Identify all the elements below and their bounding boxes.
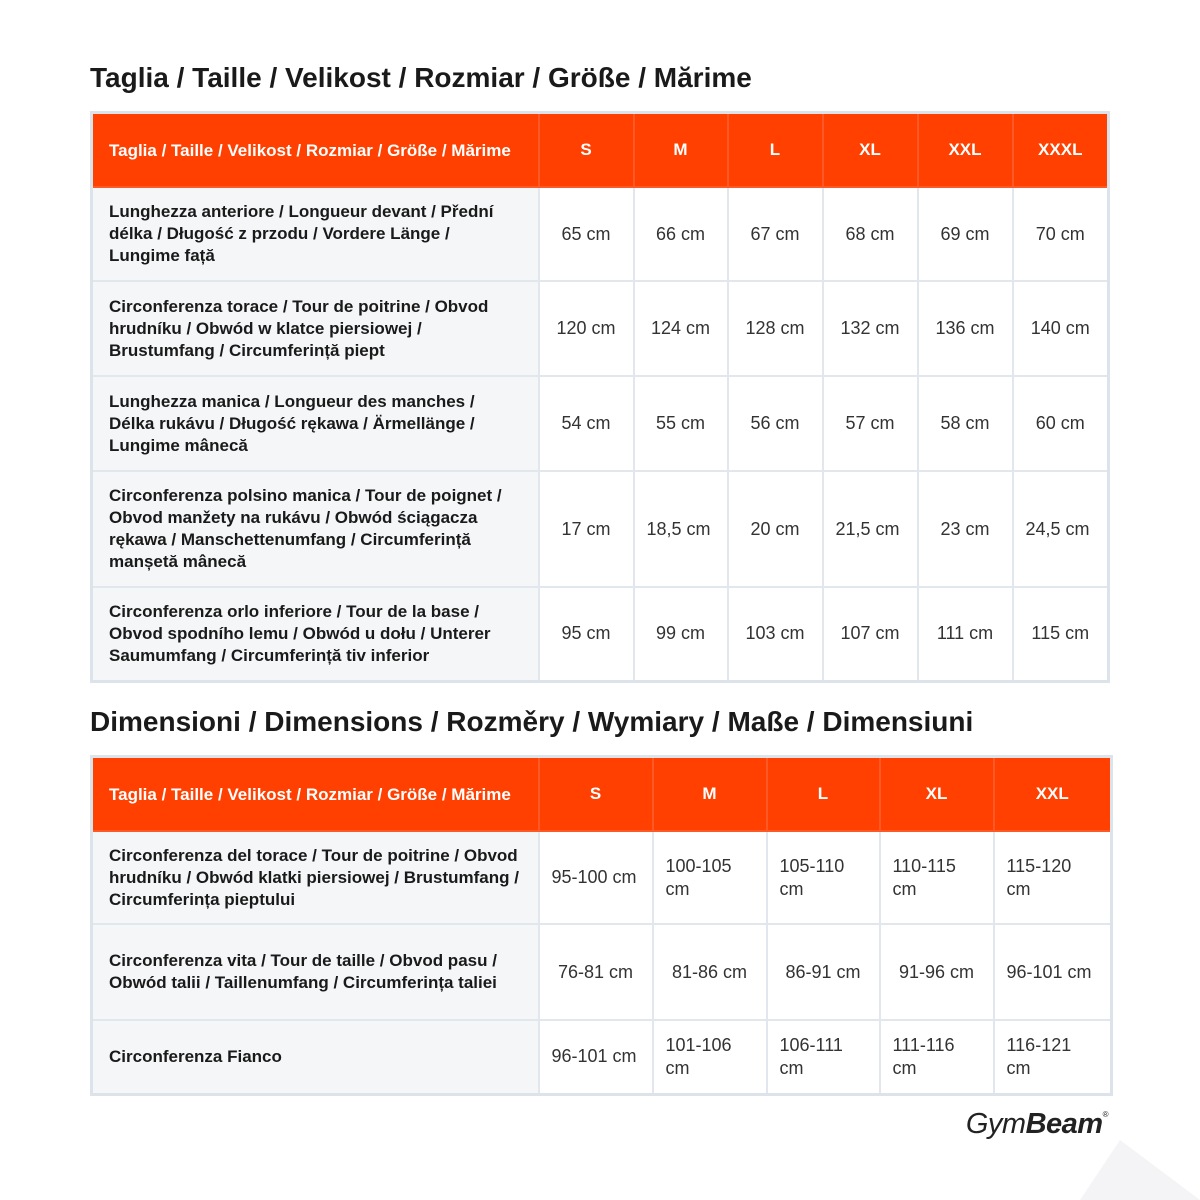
header-size-label: Taglia / Taille / Velikost / Rozmiar / Größe / Mărime <box>92 113 539 188</box>
table-cell: 66 cm <box>634 187 728 281</box>
table-cell: 54 cm <box>539 376 634 471</box>
table-cell: 115-120 cm <box>994 831 1112 924</box>
table-cell: 111-116 cm <box>880 1020 994 1094</box>
table-cell: 24,5 cm <box>1013 471 1109 587</box>
table-cell: 20 cm <box>728 471 823 587</box>
table-cell: 69 cm <box>918 187 1013 281</box>
table-cell: 95-100 cm <box>539 831 653 924</box>
table-cell: 91-96 cm <box>880 924 994 1020</box>
table-cell: 136 cm <box>918 281 1013 376</box>
table-cell: 76-81 cm <box>539 924 653 1020</box>
table-row <box>92 281 1109 376</box>
row-label-cuff-circumference: Circonferenza polsino manica / Tour de poignet / Obvod manžety na rukávu / Obwód ściągacza rękawa / Manschettenumfang / Circumferință manșetă mânecă <box>92 471 539 587</box>
row-label-hem-circumference: Circonferenza orlo inferiore / Tour de la base / Obvod spodního lemu / Obwód u dołu / Unterer Saumumfang / Circumferință tiv inferior <box>92 587 539 681</box>
table-cell: 99 cm <box>634 587 728 681</box>
header-size-s: S <box>539 113 634 188</box>
row-label-front-length: Lunghezza anteriore / Longueur devant / Přední délka / Długość z przodu / Vordere Länge / Lungime față <box>92 187 539 281</box>
dimensions-table <box>90 755 1113 1096</box>
table-row <box>92 187 1109 281</box>
table-cell: 21,5 cm <box>823 471 918 587</box>
table-cell: 17 cm <box>539 471 634 587</box>
table-cell: 86-91 cm <box>767 924 880 1020</box>
table-cell: 68 cm <box>823 187 918 281</box>
table-cell: 23 cm <box>918 471 1013 587</box>
table-cell: 55 cm <box>634 376 728 471</box>
table-row <box>92 924 1112 1020</box>
size-chart-table <box>90 111 1110 683</box>
table-row <box>92 587 1109 681</box>
header-size-xxl: XXL <box>994 757 1112 832</box>
table-cell: 116-121 cm <box>994 1020 1112 1094</box>
header-size-label: Taglia / Taille / Velikost / Rozmiar / Größe / Mărime <box>92 757 539 832</box>
table-cell: 132 cm <box>823 281 918 376</box>
decorative-corner-shape <box>1000 1120 1200 1200</box>
logo-text-beam: Beam <box>1025 1108 1103 1140</box>
logo-text-gym: Gym <box>965 1108 1026 1140</box>
table-cell: 65 cm <box>539 187 634 281</box>
table-cell: 105-110 cm <box>767 831 880 924</box>
table-cell: 124 cm <box>634 281 728 376</box>
table-cell: 81-86 cm <box>653 924 767 1020</box>
size-table-title: Taglia / Taille / Velikost / Rozmiar / Größe / Mărime <box>90 62 752 93</box>
table-row <box>92 376 1109 471</box>
table-cell: 115 cm <box>1013 587 1109 681</box>
header-size-m: M <box>634 113 728 188</box>
table-row <box>92 1020 1112 1094</box>
header-size-xxxl: XXXL <box>1013 113 1109 188</box>
header-size-xxl: XXL <box>918 113 1013 188</box>
table-cell: 58 cm <box>918 376 1013 471</box>
table-cell: 96-101 cm <box>539 1020 653 1094</box>
table-cell: 96-101 cm <box>994 924 1112 1020</box>
table-cell: 70 cm <box>1013 187 1109 281</box>
header-size-xl: XL <box>823 113 918 188</box>
row-label-waist: Circonferenza vita / Tour de taille / Obvod pasu / Obwód talii / Taillenumfang / Circumferința taliei <box>92 924 539 1020</box>
table-cell: 95 cm <box>539 587 634 681</box>
table-cell: 101-106 cm <box>653 1020 767 1094</box>
header-size-m: M <box>653 757 767 832</box>
table-header-row <box>92 757 1112 832</box>
table-cell: 120 cm <box>539 281 634 376</box>
table-cell: 106-111 cm <box>767 1020 880 1094</box>
table-cell: 57 cm <box>823 376 918 471</box>
registered-mark: ® <box>1102 1110 1108 1119</box>
table-cell: 110-115 cm <box>880 831 994 924</box>
table-cell: 103 cm <box>728 587 823 681</box>
table-row <box>92 471 1109 587</box>
header-size-s: S <box>539 757 653 832</box>
header-size-l: L <box>767 757 880 832</box>
row-label-chest: Circonferenza del torace / Tour de poitrine / Obvod hrudníku / Obwód klatki piersiowej / Brustumfang / Circumferința pieptului <box>92 831 539 924</box>
table-cell: 56 cm <box>728 376 823 471</box>
table-row <box>92 831 1112 924</box>
table-cell: 107 cm <box>823 587 918 681</box>
row-label-chest-circumference: Circonferenza torace / Tour de poitrine / Obvod hrudníku / Obwód w klatce piersiowej / Brustumfang / Circumferință piept <box>92 281 539 376</box>
table-cell: 140 cm <box>1013 281 1109 376</box>
header-size-xl: XL <box>880 757 994 832</box>
table-cell: 60 cm <box>1013 376 1109 471</box>
table-cell: 128 cm <box>728 281 823 376</box>
table-cell: 111 cm <box>918 587 1013 681</box>
row-label-sleeve-length: Lunghezza manica / Longueur des manches / Délka rukávu / Długość rękawa / Ärmellänge / Lungime mânecă <box>92 376 539 471</box>
table-cell: 100-105 cm <box>653 831 767 924</box>
dimensions-table-title: Dimensioni / Dimensions / Rozměry / Wymiary / Maße / Dimensiuni <box>90 706 974 737</box>
table-header-row <box>92 113 1109 188</box>
header-size-l: L <box>728 113 823 188</box>
row-label-hip: Circonferenza Fianco <box>92 1020 539 1094</box>
table-cell: 18,5 cm <box>634 471 728 587</box>
table-cell: 67 cm <box>728 187 823 281</box>
